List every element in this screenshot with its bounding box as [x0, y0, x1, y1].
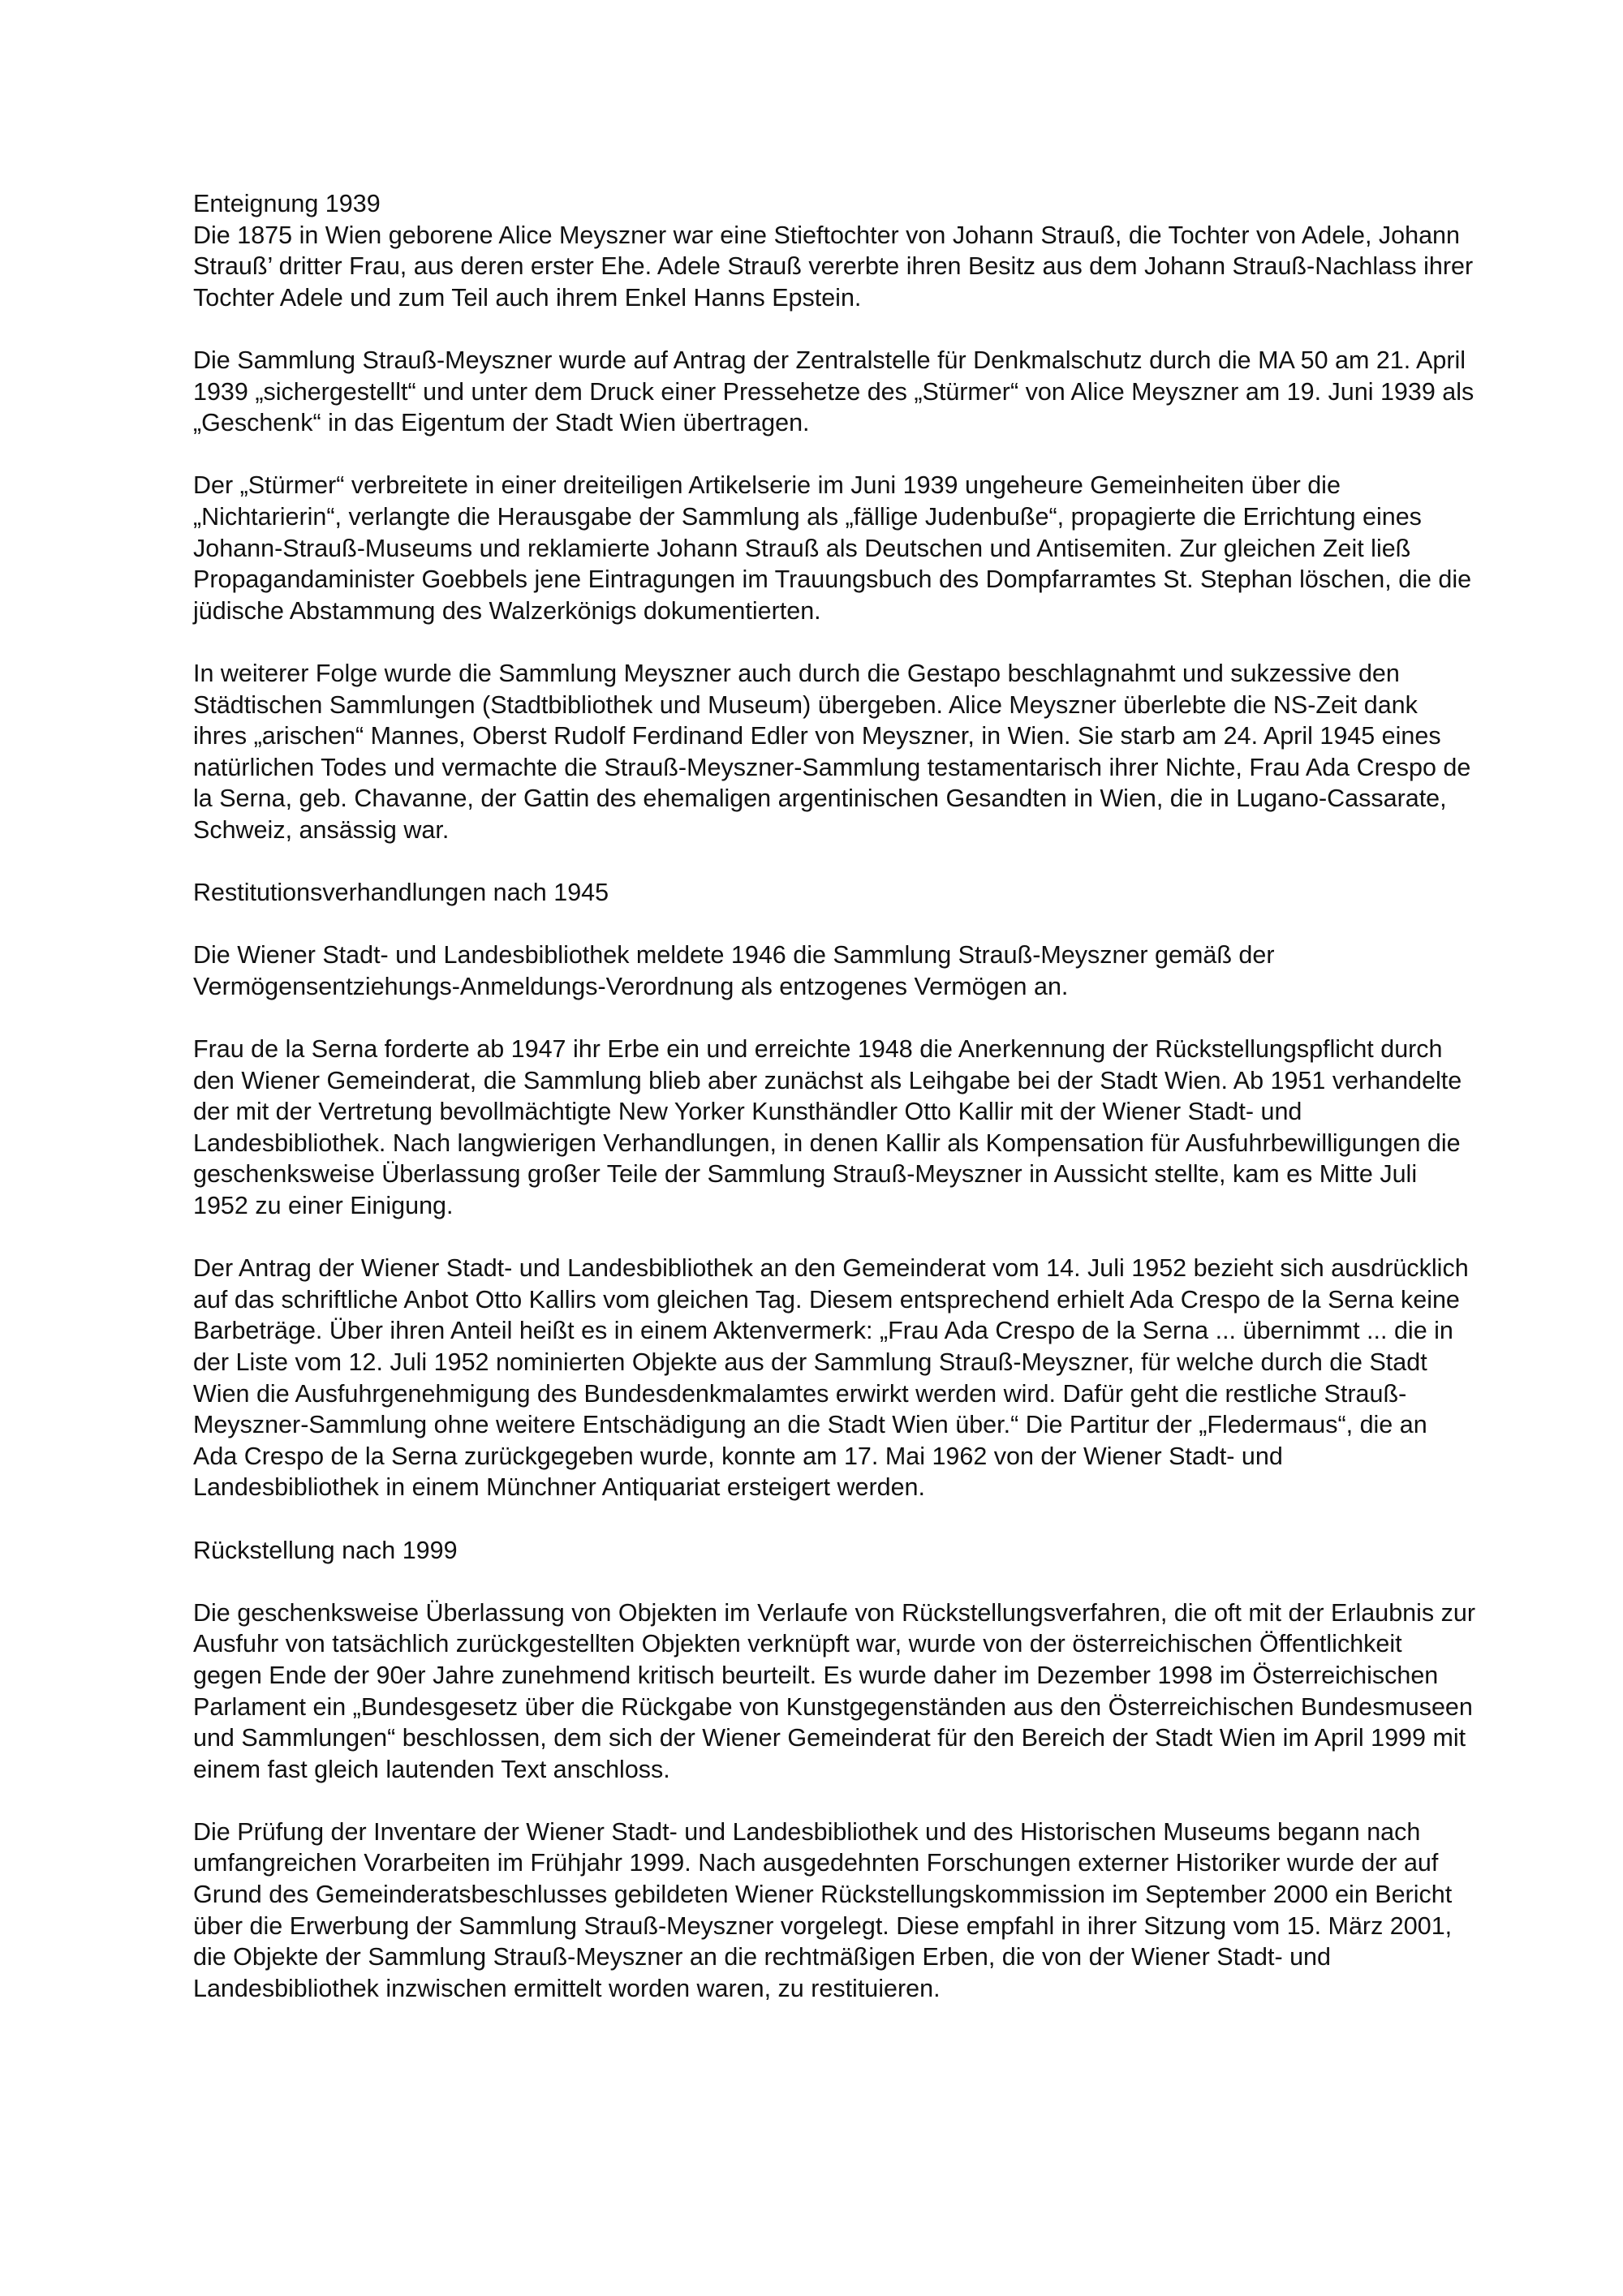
paragraph-stuermer: Der „Stürmer“ verbreitete in einer dreiteiligen Artikelserie im Juni 1939 ungeheure Gemeinheiten über die „Nichtarierin“, verlangte die Herausgabe der Sammlung als „fällige Judenbuße“, propagierte die Errichtung eines Johann-Strauß-Museums und reklamierte Johann Strauß als Deutschen und Antisemiten. Zur gleichen Zeit ließ Propagandaminister Goebbels jene Eintragungen im Trauungsbuch des Dompfarramtes St. Stephan löschen, die die jüdische Abstammung des Walzerkönigs dokumentierten.	[193, 471, 1472, 625]
paragraph-anmeldung-1946: Die Wiener Stadt- und Landesbibliothek meldete 1946 die Sammlung Strauß-Meyszner gemäß der Vermögensentziehungs-Anmeldungs-Verordnung als entzogenes Vermögen an.	[193, 941, 1275, 1000]
paragraph-gestapo: In weiterer Folge wurde die Sammlung Meyszner auch durch die Gestapo beschlagnahmt und sukzessive den Städtischen Sammlungen (Stadtbibliothek und Museum) übergeben. Alice Meyszner überlebte die NS-Zeit dank ihres „arischen“ Mannes, Oberst Rudolf Ferdinand Edler von Meyszner, in Wien. Sie starb am 24. April 1945 eines natürlichen Todes und vermachte die Strauß-Meyszner-Sammlung testamentarisch ihrer Nichte, Frau Ada Crespo de la Serna, geb. Chavanne, der Gattin des ehemaligen argentinischen Gesandten in Wien, die in Lugano-Cassarate, Schweiz, ansässig war.	[193, 659, 1471, 844]
section-heading-restitution: Restitutionsverhandlungen nach 1945	[193, 879, 609, 907]
section-heading-rueckstellung: Rückstellung nach 1999	[193, 1536, 458, 1564]
paragraph-bundesgesetz: Die geschenksweise Überlassung von Objekten im Verlaufe von Rückstellungsverfahren, die oft mit der Erlaubnis zur Ausfuhr von tatsächlich zurückgestellten Objekten verknüpft war, wurde von der österreichischen Öffentlichkeit gegen Ende der 90er Jahre zunehmend kritisch beurteilt. Es wurde daher im Dezember 1998 im Österreichischen Parlament ein „Bundesgesetz über die Rückgabe von Kunstgegenständen aus den Österreichischen Bundesmuseen und Sammlungen“ beschlossen, dem sich der Wiener Gemeinderat für den Bereich der Stadt Wien im April 1999 mit einem fast gleich lautenden Text anschloss.	[193, 1598, 1476, 1783]
paragraph-antrag-1952: Der Antrag der Wiener Stadt- und Landesbibliothek an den Gemeinderat vom 14. Juli 1952 bezieht sich ausdrücklich auf das schriftliche Anbot Otto Kallirs vom gleichen Tag. Diesem entsprechend erhielt Ada Crespo de la Serna keine Barbeträge. Über ihren Anteil heißt es in einem Aktenvermerk: „Frau Ada Crespo de la Serna ... übernimmt ... die in der Liste vom 12. Juli 1952 nominierten Objekte aus der Sammlung Strauß-Meyszner, für welche durch die Stadt Wien die Ausfuhrgenehmigung des Bundesdenkmalamtes erwirkt werden wird. Dafür geht die restliche Strauß-Meyszner-Sammlung ohne weitere Entschädigung an die Stadt Wien über.“ Die Partitur der „Fledermaus“, die an Ada Crespo de la Serna zurückgegeben wurde, konnte am 17. Mai 1962 von der Wiener Stadt- und Landesbibliothek in einem Münchner Antiquariat ersteigert werden.	[193, 1254, 1469, 1502]
section-heading-enteignung: Enteignung 1939	[193, 190, 381, 217]
paragraph-alice-meyszner: Die 1875 in Wien geborene Alice Meyszner war eine Stieftochter von Johann Strauß, die Tochter von Adele, Johann Strauß’ dritter Frau, aus deren erster Ehe. Adele Strauß vererbte ihren Besitz aus dem Johann Strauß-Nachlass ihrer Tochter Adele und zum Teil auch ihrem Enkel Hanns Epstein.	[193, 221, 1474, 312]
paragraph-de-la-serna: Frau de la Serna forderte ab 1947 ihr Erbe ein und erreichte 1948 die Anerkennung der Rückstellungspflicht durch den Wiener Gemeinderat, die Sammlung blieb aber zunächst als Leihgabe bei der Stadt Wien. Ab 1951 verhandelte der mit der Vertretung bevollmächtigte New Yorker Kunsthändler Otto Kallir mit der Wiener Stadt- und Landesbibliothek. Nach langwierigen Verhandlungen, in denen Kallir als Kompensation für Ausfuhrbewilligungen die geschenksweise Überlassung großer Teile der Sammlung Strauß-Meyszner in Aussicht stellte, kam es Mitte Juli 1952 zu einer Einigung.	[193, 1035, 1462, 1219]
paragraph-sammlung-sichergestellt: Die Sammlung Strauß-Meyszner wurde auf Antrag der Zentralstelle für Denkmalschutz durch die MA 50 am 21. April 1939 „sichergestellt“ und unter dem Druck einer Pressehetze des „Stürmer“ von Alice Meyszner am 19. Juni 1939 als „Geschenk“ in das Eigentum der Stadt Wien übertragen.	[193, 346, 1474, 437]
document-page	[193, 188, 1475, 2004]
paragraph-pruefung-inventare: Die Prüfung der Inventare der Wiener Stadt- und Landesbibliothek und des Historischen Museums begann nach umfangreichen Vorarbeiten im Frühjahr 1999. Nach ausgedehnten Forschungen externer Historiker wurde der auf Grund des Gemeinderatsbeschlusses gebildeten Wiener Rückstellungskommission im September 2000 ein Bericht über die Erwerbung der Sammlung Strauß-Meyszner vorgelegt. Diese empfahl in ihrer Sitzung vom 15. März 2001, die Objekte der Sammlung Strauß-Meyszner an die rechtmäßigen Erben, die von der Wiener Stadt- und Landesbibliothek inzwischen ermittelt worden waren, zu restituieren.	[193, 1817, 1453, 2002]
